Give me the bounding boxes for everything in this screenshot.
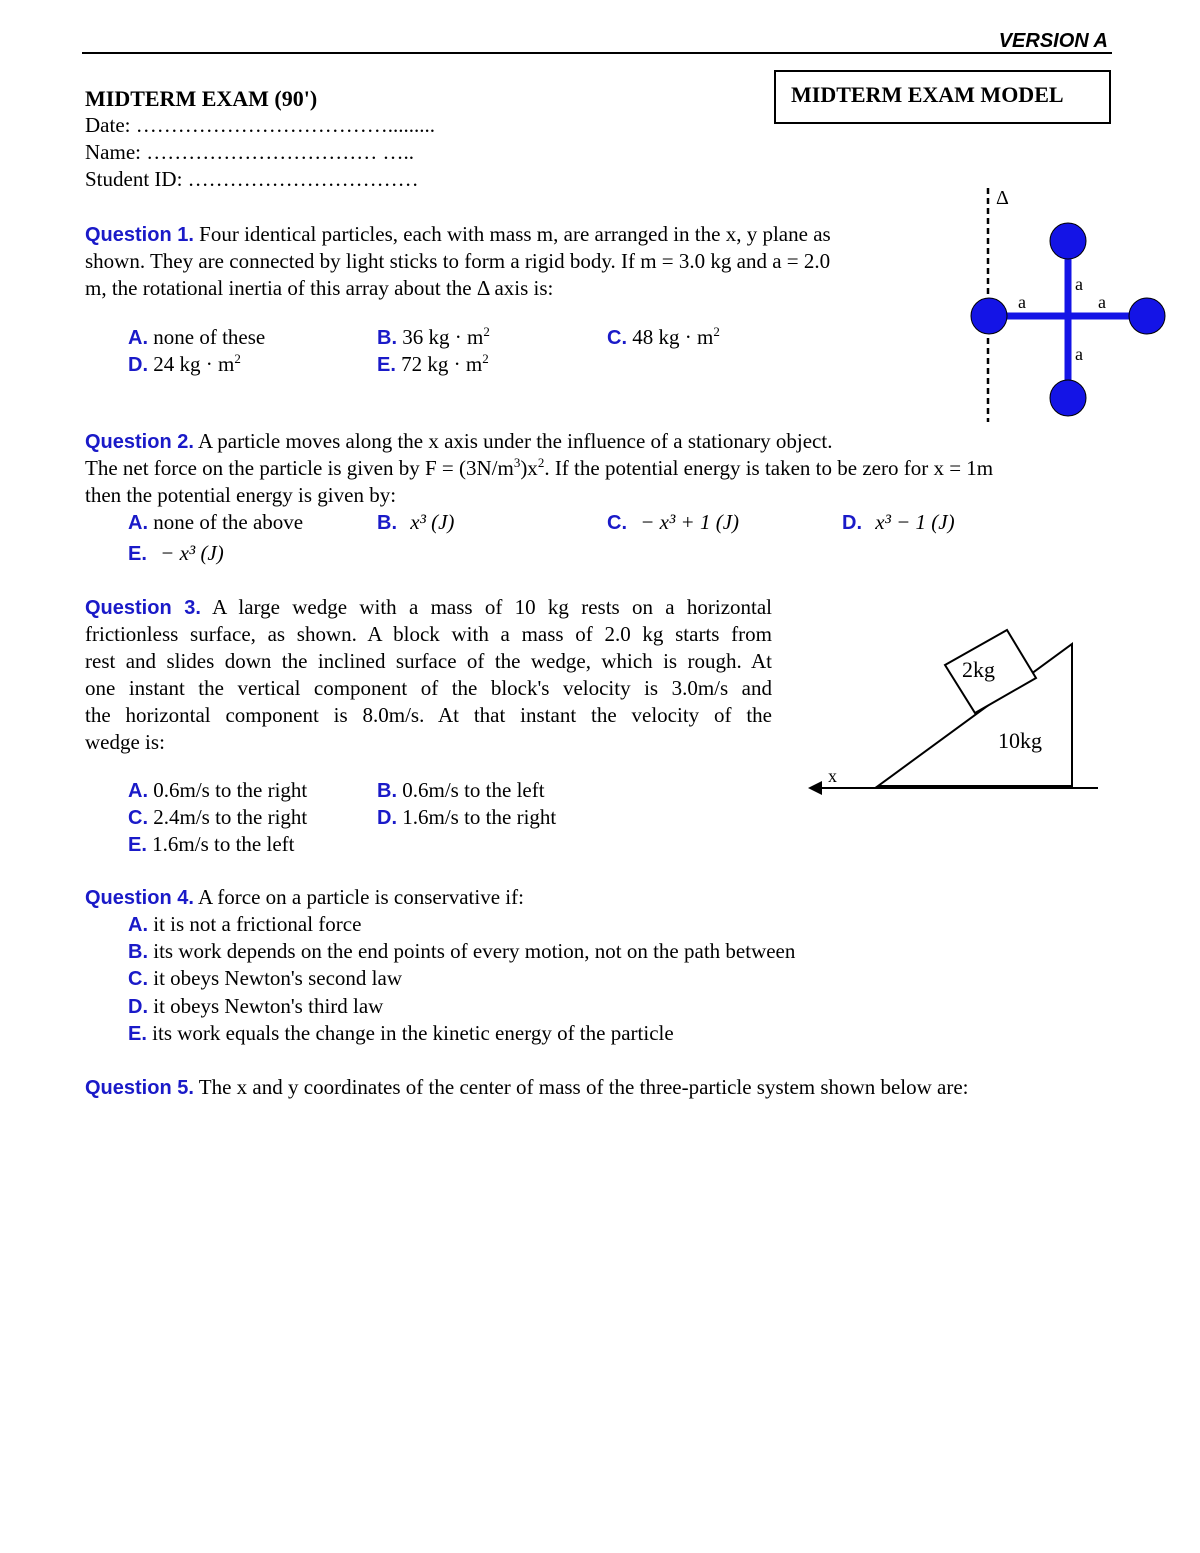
q3-option-b[interactable] [377,777,545,805]
q2-line2-sup1: 3 [513,455,521,470]
q1-particle-right [1129,298,1165,334]
q2-option-b-text: x³ (J) [410,510,455,534]
q4-line1 [85,884,524,912]
q1-line1 [85,221,831,249]
q2-option-d[interactable] [842,509,955,537]
header-rule [82,52,1112,54]
q1-line2: shown. They are connected by light sticks to form a rigid body. If m = 3.0 kg and a = 2.0 [85,249,831,273]
q1-option-b-text: 36 kg · m [402,325,484,349]
q4-option-c-letter: C. [128,968,148,990]
q1-label: Question 1. [85,224,194,246]
q1-label-a-up: a [1075,274,1083,294]
q4-option-d[interactable] [128,993,383,1021]
q2-line2c: . If the potential energy is taken to be zero for x = 1m [544,456,994,480]
q2-line2 [85,455,993,482]
q2-option-c[interactable] [607,509,739,537]
model-box [774,70,1111,124]
q2-option-e-text: − x³ (J) [160,541,224,565]
model-box-label: MIDTERM EXAM MODEL [791,82,1064,107]
q1-option-e[interactable] [377,351,489,379]
q3-option-e[interactable] [128,831,294,859]
q1-figure [960,180,1180,430]
q2-option-c-letter: C. [607,512,627,534]
q1-line3: m, the rotational inertia of this array about the Δ axis is: [85,276,554,300]
q2-text1: A particle moves along the x axis under the influence of a stationary object. [198,429,833,453]
q1-label-a-left: a [1018,292,1026,312]
q4-option-a-text: it is not a frictional force [153,912,362,936]
q3-line5: the horizontal component is 8.0m/s. At that instant the velocity of the [85,703,772,727]
q2-option-a-text: none of the above [153,510,304,534]
q2-option-a[interactable] [128,509,303,537]
version-label: VERSION A [998,30,1108,52]
q5-text1: The x and y coordinates of the center of mass of the three-particle system shown below are: [198,1075,969,1099]
q2-label: Question 2. [85,431,194,453]
student-id-line: Student ID: …………………………… [85,167,419,191]
q1-option-a-text: none of these [153,325,266,349]
q3-option-a-letter: A. [128,780,148,802]
q1-option-d-sup: 2 [234,351,241,366]
q1-option-d[interactable] [128,351,241,379]
q3-option-c[interactable] [128,804,307,832]
q3-text1: A large wedge with a mass of 10 kg rests on a horizontal [212,595,773,619]
q5-line1 [85,1074,969,1102]
q4-option-a[interactable] [128,911,361,939]
q3-option-b-letter: B. [377,780,397,802]
q4-option-a-letter: A. [128,914,148,936]
q4-option-b-letter: B. [128,941,148,963]
q2-line1 [85,428,832,456]
q3-line2: frictionless surface, as shown. A block with a mass of 2.0 kg starts from [85,622,772,646]
q1-option-c[interactable] [607,324,720,352]
q4-option-d-letter: D. [128,996,148,1018]
q1-text1: Four identical particles, each with mass m, are arranged in the x, y plane as [199,222,831,246]
q1-option-c-sup: 2 [713,324,720,339]
q3-option-c-letter: C. [128,807,148,829]
q4-option-c-text: it obeys Newton's second law [153,966,402,990]
q4-option-b-text: its work depends on the end points of every motion, not on the path between [153,939,796,963]
q1-option-a[interactable] [128,324,265,352]
q1-option-e-sup: 2 [482,351,489,366]
q2-option-d-letter: D. [842,512,862,534]
q1-option-d-text: 24 kg · m [153,352,235,376]
q2-line2-sup2: 2 [537,455,545,470]
q4-option-e-text: its work equals the change in the kinetic energy of the particle [152,1021,674,1045]
q4-option-e[interactable] [128,1020,674,1048]
q1-option-b-letter: B. [377,327,397,349]
q1-axis-label: Δ [996,187,1009,209]
q2-line2a: The net force on the particle is given by F = (3N/m [85,456,514,480]
q3-option-e-text: 1.6m/s to the left [152,832,295,856]
q4-option-b[interactable] [128,938,795,966]
q1-particle-left [971,298,1007,334]
q1-option-c-text: 48 kg · m [632,325,714,349]
q1-option-b[interactable] [377,324,490,352]
q4-option-e-letter: E. [128,1023,147,1045]
q3-option-e-letter: E. [128,834,147,856]
q3-line6: wedge is: [85,730,165,754]
q5-label: Question 5. [85,1077,194,1099]
q3-line3: rest and slides down the inclined surface of the wedge, which is rough. At [85,649,772,673]
q2-option-c-text: − x³ + 1 (J) [640,510,740,534]
q3-arrow-icon [808,781,822,795]
q2-option-b-letter: B. [377,512,397,534]
q3-option-c-text: 2.4m/s to the right [153,805,308,829]
q2-line3: then the potential energy is given by: [85,483,397,507]
q2-option-e-letter: E. [128,543,147,565]
q2-line2b: )x [520,456,538,480]
q2-option-a-letter: A. [128,512,148,534]
q1-option-b-sup: 2 [483,324,490,339]
q3-wedge-label: 10kg [998,728,1042,753]
q3-option-a[interactable] [128,777,307,805]
q1-option-c-letter: C. [607,327,627,349]
q2-option-b[interactable] [377,509,454,537]
q3-option-d-text: 1.6m/s to the right [402,805,557,829]
q3-option-b-text: 0.6m/s to the left [402,778,545,802]
q4-option-c[interactable] [128,965,402,993]
date-line: Date: ………………………………......... [85,113,435,137]
q3-option-a-text: 0.6m/s to the right [153,778,308,802]
q4-option-d-text: it obeys Newton's third law [153,994,384,1018]
q1-label-a-down: a [1075,344,1083,364]
q3-line4: one instant the vertical component of the block's velocity is 3.0m/s and [85,676,772,700]
q1-option-a-letter: A. [128,327,148,349]
q1-option-d-letter: D. [128,354,148,376]
q2-option-e[interactable] [128,540,224,568]
q1-particle-top [1050,223,1086,259]
name-line: Name: …………………………… ….. [85,140,414,164]
exam-title: MIDTERM EXAM (90') [85,86,318,111]
q1-option-e-text: 72 kg · m [401,352,483,376]
q1-label-a-right: a [1098,292,1106,312]
q3-option-d[interactable] [377,804,556,832]
q3-option-d-letter: D. [377,807,397,829]
q3-axis-label: x [828,766,837,786]
q4-text1: A force on a particle is conservative if: [198,885,524,909]
q2-option-d-text: x³ − 1 (J) [875,510,955,534]
q3-figure [800,620,1110,805]
q1-particle-bottom [1050,380,1086,416]
q3-line1 [85,594,772,622]
q3-label: Question 3. [85,597,201,619]
q3-block-label: 2kg [962,657,995,682]
q1-option-e-letter: E. [377,354,396,376]
q4-label: Question 4. [85,887,194,909]
